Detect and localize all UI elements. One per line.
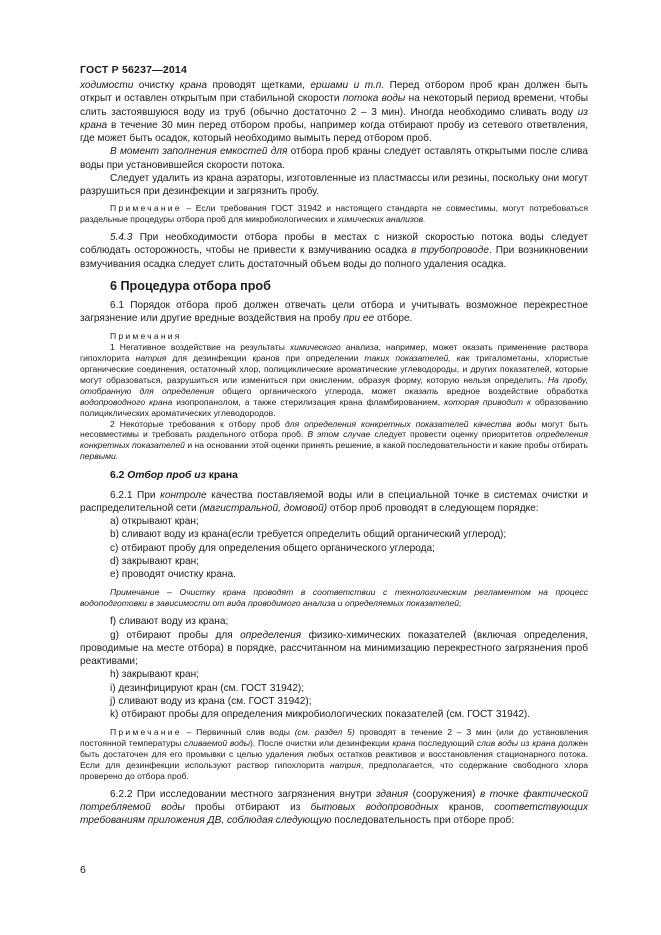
- list-item: h) закрывают кран;: [110, 669, 199, 681]
- italic-run: В этом случае: [307, 429, 371, 440]
- text-run: (сооружения): [408, 788, 480, 800]
- paragraph: [80, 788, 588, 828]
- text-run: 6.2.1 При: [110, 489, 161, 501]
- text-run: отбор проб проводят в следующем порядке:: [327, 502, 539, 514]
- text-run: могут быть несовместимы и требовать раздельного отбора проб.: [80, 418, 588, 440]
- text-run: проводят щетками,: [206, 80, 311, 91]
- note-paragraph: [80, 331, 588, 342]
- text-run: пробы отбирают из: [184, 802, 311, 814]
- text-run: При необходимости отбора пробы в местах с низкой скоростью потока воды следует соблюдать осторожность, чтобы не привести к взмучиванию осадка: [80, 232, 588, 257]
- italic-run: слив воды из крана: [476, 738, 556, 749]
- text-run: Примечание: [110, 203, 182, 214]
- text-run: образованию полициклических ароматических углеводородов.: [80, 396, 588, 418]
- text-run: g) отбирают пробы для: [110, 629, 241, 641]
- italic-run: определения конкретных показателей: [80, 429, 588, 451]
- italic-run: здания: [375, 788, 409, 800]
- list-item: j) сливают воду из крана (см. ГОСТ 31942);: [110, 695, 312, 707]
- text-run: тригалометаны, хлористые органические соединения, остаточный хлор, полициклические ароматические углеводороды, и других показателей, которые могут образоваться, разрушиться или измениться при окислении, образуя форму, которую нельзя определить.: [80, 353, 588, 385]
- text-run: кранов,: [438, 802, 495, 814]
- italic-run: крана: [179, 80, 207, 91]
- italic-run: первыми.: [80, 451, 119, 462]
- italic-run: сливаемой воды: [184, 738, 251, 749]
- paragraph: [80, 629, 588, 669]
- subsection-heading: [80, 469, 588, 483]
- italic-run: таких показателей, как: [364, 353, 470, 364]
- text-run: изопропанолом, а также стерилизация крана фламбированием,: [172, 396, 445, 407]
- text-run: следует провести оценку приоритетов: [370, 429, 537, 440]
- list-item: f) сливают воду из крана;: [110, 616, 229, 628]
- italic-run: химического: [289, 342, 341, 353]
- italic-run: (магистральной, домовой): [199, 502, 328, 514]
- paragraph: [80, 231, 588, 271]
- text-run: должен быть достаточен для его промывки с целью удаления любых остатков реактивов и восстановления стационарного потока. Если для дезинфекции используют раствор гипохлорита: [80, 738, 588, 770]
- list-item: b) сливают воду из крана(если требуется определить общий органический углерод);: [110, 529, 507, 541]
- text-run: 2 Некоторые требования к отбору проб: [110, 418, 285, 429]
- note-paragraph: [80, 419, 588, 463]
- paragraph: [80, 145, 588, 172]
- text-run: отбора проб краны следует оставлять открытыми после слива воды при установившейся скорости потока.: [80, 146, 589, 171]
- text-run: физико-химических показателей (включая определения, проводимые на месте отбора) в порядке, рассчитанном на минимизацию перекрестного загрязнения проб реактивами;: [80, 629, 588, 667]
- page-content: [80, 79, 588, 828]
- italic-run: ершами и т.п.: [310, 80, 385, 91]
- text-run: Примечание: [110, 727, 182, 738]
- list-item: a) открывают кран;: [110, 516, 199, 528]
- page-header-standard: ГОСТ Р 56237—2014: [80, 64, 188, 76]
- text-run: крана: [205, 470, 238, 482]
- text-run: проводят в течение 2 – 3 мин (или до установления постоянной температуры: [80, 727, 588, 749]
- paragraph: [80, 489, 588, 516]
- italic-run: водопроводного крана: [80, 396, 173, 407]
- italic-run: натрия: [329, 759, 361, 770]
- italic-run: крана: [392, 738, 416, 749]
- italic-run: натрия: [135, 353, 167, 364]
- italic-run: В момент заполнения емкостей для: [110, 146, 288, 158]
- text-run: очистку: [133, 80, 180, 91]
- list-item: k) отбирают пробы для определения микробиологических показателей (см. ГОСТ 31942).: [110, 709, 531, 720]
- italic-run: в точке фактической потребляемой воды: [80, 788, 588, 814]
- italic-run: из крана: [80, 106, 588, 131]
- italic-run: (см. раздел 5): [294, 727, 355, 738]
- italic-run: соответствующих требованиям приложения ДВ, соблюдая следующую: [80, 802, 588, 827]
- text-run: общего органического углерода, может: [213, 385, 405, 396]
- italic-run: 5.4.3: [110, 232, 133, 244]
- italic-run: которая приводит к: [444, 396, 531, 407]
- text-run: последовательность при отборе проб:: [331, 815, 515, 827]
- paragraph: [80, 79, 588, 145]
- italic-run: оказать: [404, 385, 439, 396]
- italic-run: при ее: [343, 313, 375, 325]
- italic-run: бытовых водопроводных: [310, 802, 439, 814]
- list-item: d) закрывают кран;: [110, 555, 199, 567]
- text-run: вредное воздействие обработка: [438, 385, 588, 396]
- text-run: Перед отбором проб кран должен быть открыт и оставлен открытым при стабильной скорости: [80, 80, 589, 105]
- italic-run: ходимости: [80, 80, 134, 91]
- italic-run: Отбор проб из: [127, 470, 206, 482]
- italic-run: определения: [240, 629, 302, 641]
- page-number: 6: [80, 864, 86, 876]
- text-run: – Если требования ГОСТ 31942 и настоящего стандарта не совместимы, могут потребоваться раздельные процедуры отбора проб для микробиологических и: [80, 203, 588, 225]
- text-run: . При возникновении взмучивания осадка следует слить достаточный объем воды до полного удаления осадка.: [80, 245, 589, 270]
- text-run: анализа, например, может оказать применение раствора гипохлорита: [80, 342, 588, 364]
- text-run: последующий: [415, 738, 477, 749]
- text-run: ). После очистки или дезинфекции: [250, 738, 393, 749]
- text-run: , предполагается, что содержание свободного хлора проверено до отбора проб.: [80, 759, 589, 781]
- text-run: на некоторый период времени, чтобы слить застоявшуюся воду из труб (обычно достаточно 2 – 3 мин). Иногда необходимо сливать воду: [80, 93, 588, 118]
- note-paragraph: [80, 727, 588, 782]
- italic-run: контроле: [160, 489, 207, 501]
- list-item: i) дезинфицируют кран (см. ГОСТ 31942);: [110, 682, 305, 694]
- italic-run: химических анализов.: [337, 214, 426, 225]
- text-run: 1 Негативное воздействие на результаты: [110, 342, 290, 353]
- text-run: 6.2.2 При исследовании местного загрязнения внутри: [110, 788, 376, 800]
- note-paragraph: [80, 587, 588, 609]
- italic-run: для определения конкретных показателей качества воды: [285, 418, 537, 429]
- list-item: e) проводят очистку крана.: [110, 569, 236, 581]
- text-run: Примечания: [110, 331, 182, 342]
- note-paragraph: [80, 203, 588, 225]
- text-run: Следует удалить из крана аэраторы, изготовленные из пластмассы или резины, поскольку они могут разрушиться при дезинфекции и загрязнить пробу.: [80, 172, 588, 197]
- paragraph: [80, 299, 588, 326]
- note-paragraph: [80, 342, 588, 418]
- text-run: качества поставляемой воды или в специальной точке в системах очистки и распределительной сети: [80, 489, 588, 514]
- text-run: отборе.: [374, 313, 413, 325]
- italic-run: потока воды: [342, 93, 406, 105]
- text-run: 6.1 Порядок отбора проб должен отвечать цели отбора и учитывать возможное перекрестное загрязнение или другие вредные воздействия на пробу: [80, 299, 588, 325]
- list-item: c) отбирают пробу для определения общего органического углерода;: [110, 542, 435, 554]
- text-run: и на основании этой оценки принять решение, в какой последовательности и какие пробы отбирать: [184, 440, 589, 451]
- italic-run: в трубопроводе: [411, 245, 489, 257]
- text-run: – Первичный слив воды: [181, 727, 295, 738]
- text-run: для дезинфекции кранов при определении: [166, 353, 365, 364]
- italic-run: На пробу, отобранную для определения: [80, 374, 588, 396]
- text-run: 6.2: [110, 470, 128, 482]
- italic-run: Примечание – Очистку крана проводят в соответствии с технологическим регламентом на процесс водоподготовки в зависимости от вида проводимого анализа и определяемых показателей;: [80, 587, 588, 609]
- section-heading: 6 Процедура отбора проб: [110, 278, 271, 293]
- text-run: в течение 30 мин перед отбором пробы, например когда отбирают пробу из сетевого ответвления, где может быть осадок, который необходимо вымыть перед отбором проб.: [80, 119, 588, 144]
- paragraph: [80, 172, 588, 199]
